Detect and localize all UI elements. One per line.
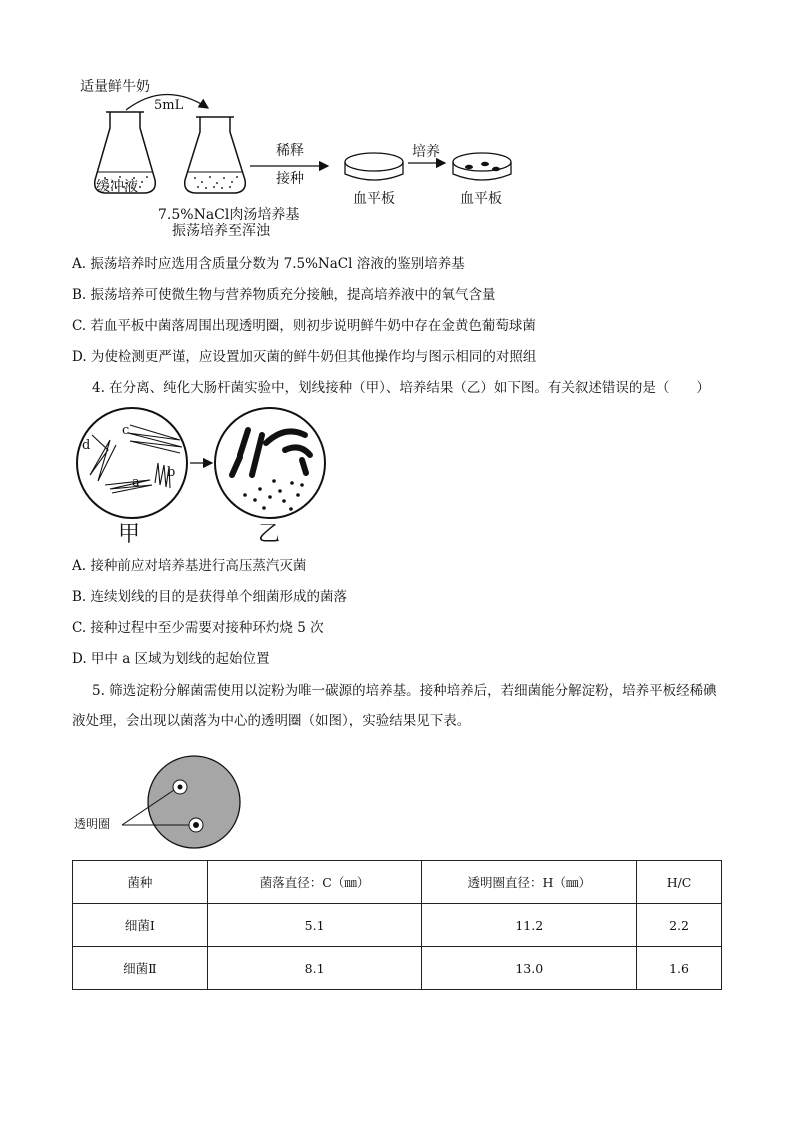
table-cell: 11.2 [422,904,637,947]
table-cell: 细菌Ⅰ [73,904,208,947]
table-row [73,904,722,947]
q3-option-a: A. 振荡培养时应选用含质量分数为 7.5%NaCl 溶液的鉴别培养基 [72,256,465,272]
streak-diagram [70,405,340,550]
zone-b-label: b [167,465,176,480]
table-cell: 2.2 [637,904,722,947]
q5-stem-line1: 5. 筛选淀粉分解菌需使用以淀粉为唯一碳源的培养基。接种培养后，若细菌能分解淀粉，培养平板经稀碘 [92,683,717,699]
table-header-cell: H/C [637,861,722,904]
broth-label-line1: 7.5%NaCl肉汤培养基 [158,207,300,223]
colony-dish-icon [215,408,325,518]
zone-a-label: a [132,475,140,490]
q3-option-d: D. 为使检测更严谨，应设置加灭菌的鲜牛奶但其他操作均与图示相同的对照组 [72,349,537,365]
table-cell: 5.1 [207,904,422,947]
q4-option-b: B. 连续划线的目的是获得单个细菌形成的菌落 [72,589,348,605]
table-cell: 细菌Ⅱ [73,947,208,990]
table-cell: 1.6 [637,947,722,990]
table-header-cell: 菌落直径：C（㎜） [207,861,422,904]
milk-label: 适量鲜牛奶 [80,79,150,95]
q5-stem-line2: 液处理，会出现以菌落为中心的透明圈（如图），实验结果见下表。 [72,713,471,729]
zone-c-label: c [122,423,130,438]
q4-stem: 4. 在分离、纯化大肠杆菌实验中，划线接种（甲）、培养结果（乙）如下图。有关叙述错误的是（ ） [92,380,710,396]
figure-streak-plates [70,405,340,550]
zone-d-label: d [82,438,91,453]
inoculate-label: 接种 [276,171,304,187]
figure-halo-plate [70,755,270,855]
halo-label: 透明圈 [74,817,111,831]
q4-option-d: D. 甲中 a 区域为划线的起始位置 [72,651,270,667]
q4-option-c: C. 接种过程中至少需要对接种环灼烧 5 次 [72,620,324,636]
plate1-label: 血平板 [353,191,395,207]
q3-option-c: C. 若血平板中菌落周围出现透明圈，则初步说明鲜牛奶中存在金黄色葡萄球菌 [72,318,536,334]
table-header-cell: 菌种 [73,861,208,904]
q3-option-b: B. 振荡培养可使微生物与营养物质充分接触，提高培养液中的氧气含量 [72,287,496,303]
culture-label: 培养 [412,144,440,160]
buffer-label: 缓冲液 [96,179,138,195]
jia-label: 甲 [118,522,141,547]
halo-diagram [70,755,270,855]
plate2-label: 血平板 [460,191,502,207]
table-header-cell: 透明圈直径：H（㎜） [422,861,637,904]
volume-label: 5mL [154,98,184,113]
broth-label-line2: 振荡培养至浑浊 [172,223,270,239]
streak-dish-icon [77,408,187,518]
table-cell: 13.0 [422,947,637,990]
results-table [72,860,722,990]
table-cell: 8.1 [207,947,422,990]
table-header-row [73,861,722,904]
flask-broth-icon [185,117,246,193]
blood-plate-colonies-icon [453,153,511,180]
q4-option-a: A. 接种前应对培养基进行高压蒸汽灭菌 [72,558,307,574]
agar-plate-icon [148,756,240,848]
figure-milk-culture [60,70,530,245]
table-row [73,947,722,990]
yi-label: 乙 [258,522,281,547]
dilute-label: 稀释 [276,143,304,159]
blood-plate-empty-icon [345,153,403,180]
